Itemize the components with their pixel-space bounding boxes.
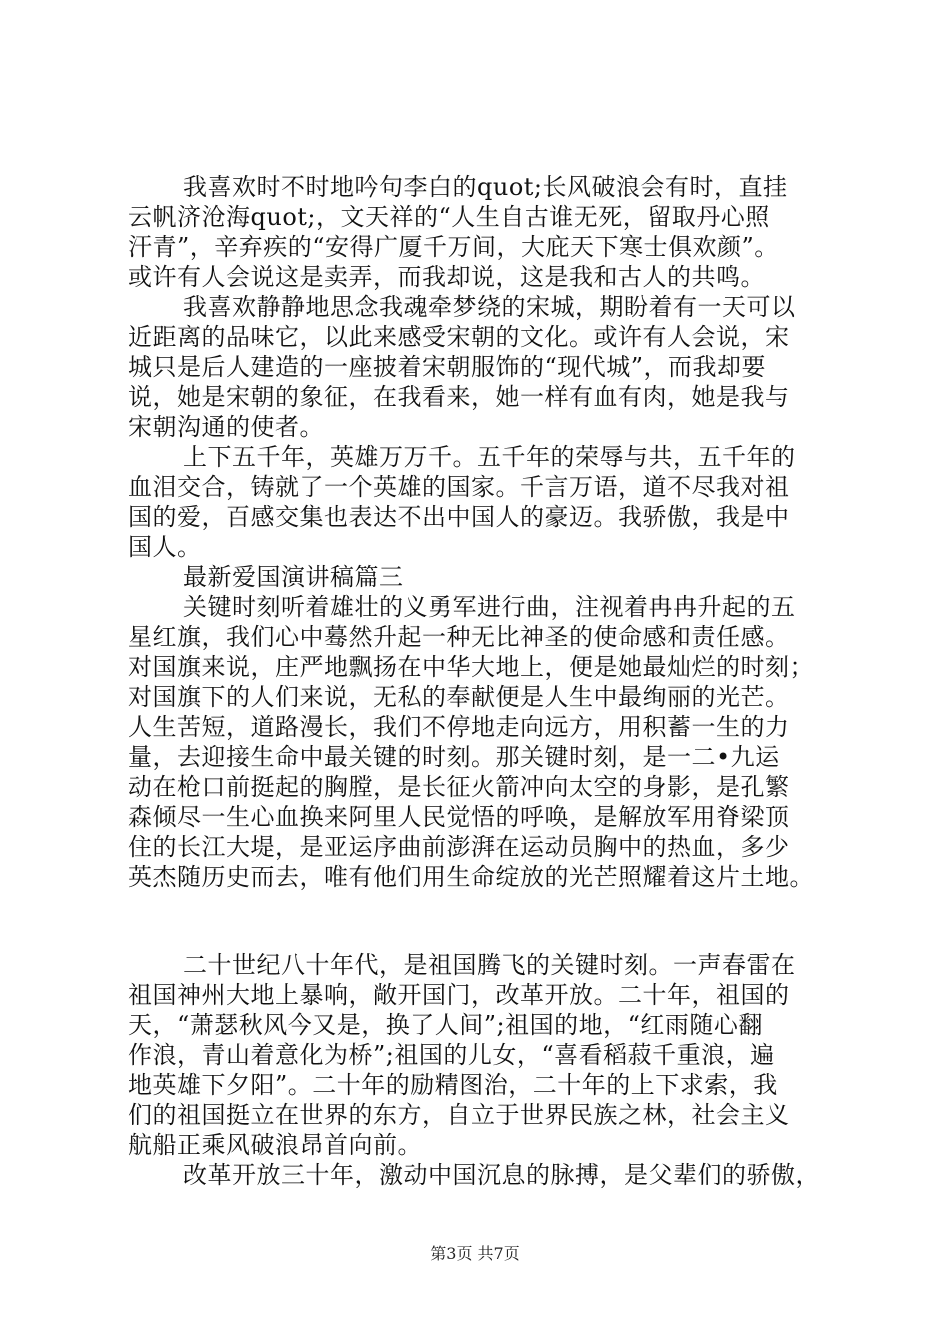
text-line: 城只是后人建造的一座披着宋朝服饰的“现代城”，而我却要 [128, 353, 767, 381]
text-line: 国人。 [128, 533, 202, 561]
text-line: 地英雄下夕阳”。二十年的励精图治，二十年的上下求索，我 [128, 1071, 778, 1099]
text-line: 航船正乘风破浪昂首向前。 [128, 1131, 422, 1159]
text-line: 森倾尽一生心血换来阿里人民觉悟的呼唤，是解放军用脊梁顶 [128, 803, 790, 831]
text-line: 量，去迎接生命中最关键的时刻。那关键时刻，是一二•九运 [128, 743, 780, 771]
text-line: 国的爱，百感交集也表达不出中国人的豪迈。我骄傲，我是中 [128, 503, 790, 531]
text-line: 天，“萧瑟秋风今又是，换了人间”;祖国的地，“红雨随心翻 [128, 1011, 763, 1039]
text-line: 们的祖国挺立在世界的东方，自立于世界民族之林，社会主义 [128, 1101, 790, 1129]
document-body [128, 172, 850, 1190]
text-line: 近距离的品味它，以此来感受宋朝的文化。或许有人会说，宋 [128, 323, 790, 351]
text-line: 说，她是宋朝的象征，在我看来，她一样有血有肉，她是我与 [128, 383, 790, 411]
text-line: 英杰随历史而去，唯有他们用生命绽放的光芒照耀着这片土地。 [128, 863, 814, 891]
text-line: 星红旗，我们心中蓦然升起一种无比神圣的使命感和责任感。 [128, 623, 790, 651]
text-line: 汗青”，辛弃疾的“安得广厦千万间，大庇天下寒士俱欢颜”。 [128, 233, 779, 261]
text-line: 人生苦短，道路漫长，我们不停地走向远方，用积蓄一生的力 [128, 713, 790, 741]
text-line: 二十世纪八十年代，是祖国腾飞的关键时刻。一声春雷在 [183, 951, 796, 979]
text-line: 动在枪口前挺起的胸膛，是长征火箭冲向太空的身影，是孔繁 [128, 773, 790, 801]
text-line: 或许有人会说这是卖弄，而我却说，这是我和古人的共鸣。 [128, 263, 765, 291]
text-line: 住的长江大堤，是亚运序曲前澎湃在运动员胸中的热血，多少 [128, 833, 790, 861]
text-line: 我喜欢时不时地吟句李白的quot;长风破浪会有时，直挂 [183, 173, 788, 201]
paragraph-spacer [128, 892, 850, 950]
text-line: 宋朝沟通的使者。 [128, 413, 324, 441]
text-line: 祖国神州大地上暴响，敞开国门，改革开放。二十年，祖国的 [128, 981, 790, 1009]
text-line: 我喜欢静静地思念我魂牵梦绕的宋城，期盼着有一天可以 [183, 293, 796, 321]
text-line: 作浪，青山着意化为桥”;祖国的儿女，“喜看稻菽千重浪，遍 [128, 1041, 775, 1069]
text-line: 对国旗来说，庄严地飘扬在中华大地上，便是她最灿烂的时刻； [128, 653, 814, 681]
text-line: 改革开放三十年，激动中国沉息的脉搏，是父辈们的骄傲， [183, 1161, 820, 1189]
section-heading: 最新爱国演讲稿篇三 [183, 563, 404, 591]
text-line: 上下五千年，英雄万万千。五千年的荣辱与共，五千年的 [183, 443, 796, 471]
text-line: 云帆济沧海quot;，文天祥的“人生自古谁无死，留取丹心照 [128, 203, 770, 231]
text-line: 对国旗下的人们来说，无私的奉献便是人生中最绚丽的光芒。 [128, 683, 790, 711]
text-line: 血泪交合，铸就了一个英雄的国家。千言万语，道不尽我对祖 [128, 473, 790, 501]
text-line: 关键时刻听着雄壮的义勇军进行曲，注视着冉冉升起的五 [183, 593, 796, 621]
page-number-footer: 第3页 共7页 [430, 1244, 520, 1263]
